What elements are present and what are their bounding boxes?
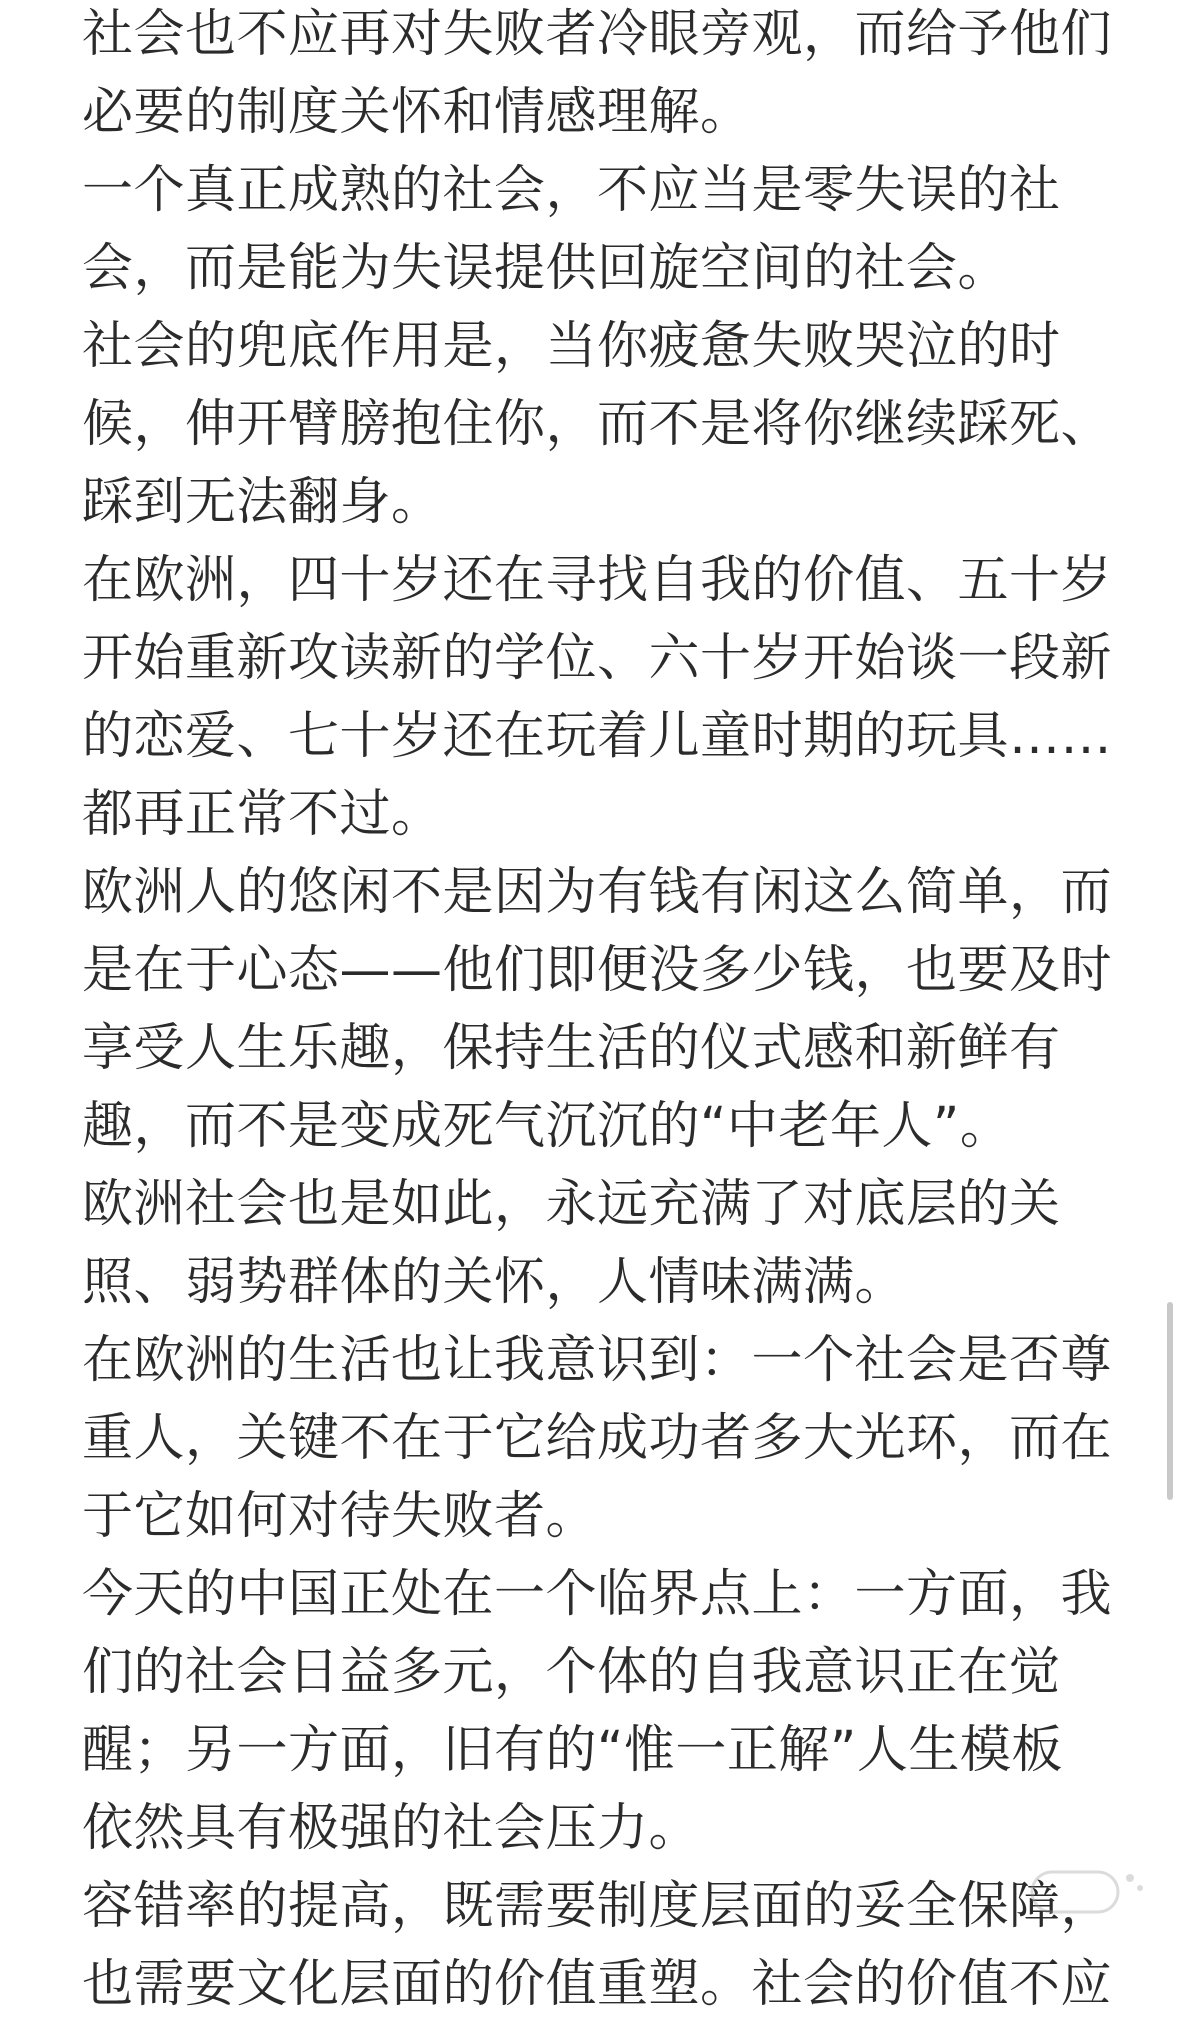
article-line: 也需要文化层面的价值重塑。社会的价值不应 bbox=[82, 1955, 1113, 2014]
article-line: 容错率的提高，既需要制度层面的妥全保障， bbox=[82, 1877, 1113, 1936]
article-line: 踩到无法翻身。 bbox=[82, 473, 443, 532]
article-line: 们的社会日益多元，个体的自我意识正在觉 bbox=[82, 1643, 1061, 1702]
article-line: 是在于心态——他们即便没多少钱，也要及时 bbox=[82, 941, 1113, 1000]
article-line: 欧洲社会也是如此，永远充满了对底层的关 bbox=[82, 1175, 1061, 1234]
article-line: 重人，关键不在于它给成功者多大光环，而在 bbox=[82, 1409, 1113, 1468]
article-line: 社会也不应再对失败者冷眼旁观，而给予他们 bbox=[82, 5, 1113, 64]
article-line: 候，伸开臂膀抱住你，而不是将你继续踩死、 bbox=[82, 395, 1113, 454]
article-line: 今天的中国正处在一个临界点上：一方面，我 bbox=[82, 1565, 1113, 1624]
article-line: 开始重新攻读新的学位、六十岁开始谈一段新 bbox=[82, 629, 1113, 688]
article-line: 享受人生乐趣，保持生活的仪式感和新鲜有 bbox=[82, 1019, 1061, 1078]
article-line: 必要的制度关怀和情感理解。 bbox=[82, 83, 752, 142]
article-line: 于它如何对待失败者。 bbox=[82, 1487, 598, 1546]
article-line: 的恋爱、七十岁还在玩着儿童时期的玩具…… bbox=[82, 707, 1113, 766]
article-line: 照、弱势群体的关怀，人情味满满。 bbox=[82, 1253, 907, 1312]
article-line: 依然具有极强的社会压力。 bbox=[82, 1799, 701, 1858]
article-line: 社会的兜底作用是，当你疲惫失败哭泣的时 bbox=[82, 317, 1061, 376]
article-line: 醒；另一方面，旧有的“惟一正解”人生模板 bbox=[82, 1721, 1063, 1780]
article-body bbox=[82, 0, 1122, 2024]
article-line: 都再正常不过。 bbox=[82, 785, 443, 844]
scrollbar-thumb[interactable] bbox=[1167, 1302, 1173, 1500]
article-line: 一个真正成熟的社会，不应当是零失误的社 bbox=[82, 161, 1061, 220]
article-line: 会，而是能为失误提供回旋空间的社会。 bbox=[82, 239, 1010, 298]
article-line: 趣，而不是变成死气沉沉的“中老年人”。 bbox=[82, 1097, 1012, 1156]
article-line: 欧洲人的悠闲不是因为有钱有闲这么简单，而 bbox=[82, 863, 1113, 922]
article-line: 在欧洲，四十岁还在寻找自我的价值、五十岁 bbox=[82, 551, 1113, 610]
article-line: 在欧洲的生活也让我意识到：一个社会是否尊 bbox=[82, 1331, 1113, 1390]
xiaohongshu-watermark-logo bbox=[1030, 1866, 1148, 1918]
